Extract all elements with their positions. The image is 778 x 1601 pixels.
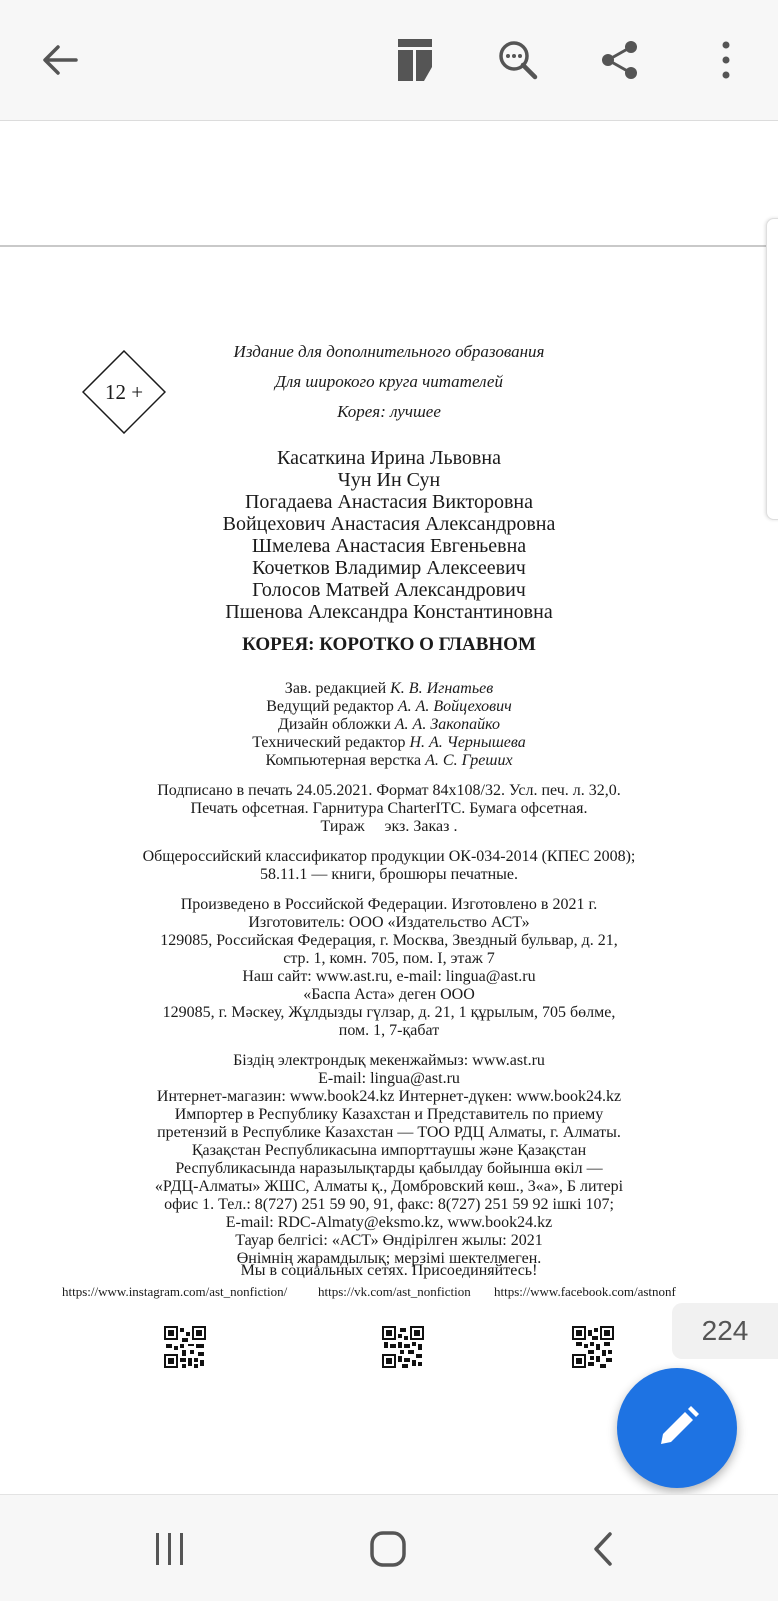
staff-credit [0,716,778,734]
qr-code-instagram-icon [164,1326,206,1368]
arrow-left-icon [38,38,82,82]
kz-info-line: Тауар белгісі: «АСТ» Өндірілген жылы: 2021 [235,1232,543,1249]
more-options-button[interactable] [696,30,756,90]
staff-credit [0,752,778,770]
staff-credit [0,698,778,716]
classifier-line: 58.11.1 — книги, брошюры печатные. [260,866,518,883]
qr-code-vk-icon [382,1326,424,1368]
qr-code-facebook-icon [572,1326,614,1368]
social-heading: Мы в социальных сетях. Присоединяйтесь! [240,1262,538,1279]
search-button[interactable] [488,30,548,90]
staff-credit [0,680,778,698]
top-app-bar [0,0,778,121]
page-layout-button[interactable] [385,30,445,90]
staff-role: Компьютерная верстка [265,752,422,769]
social-links [0,1284,695,1306]
system-back-button[interactable] [574,1521,634,1577]
staff-name: А. С. Греших [425,752,513,769]
author-line: Кочетков Владимир Алексеевич [252,557,526,579]
previous-page-tail [0,121,778,245]
author-line: Погадаева Анастасия Викторовна [244,491,534,513]
share-button[interactable] [590,30,650,90]
kz-info-line: Біздің электрондық мекенжаймыз: www.ast.ru [233,1052,545,1069]
share-icon [598,38,642,82]
staff-name: К. В. Игнатьев [390,680,494,697]
kz-info-line: Өнімнің жарамдылық; мерзімі шектелмеген. [236,1250,542,1267]
kz-info-line: E-mail: RDC-Almaty@eksmo.kz, www.book24.kz [225,1214,553,1231]
staff-role: Технический редактор [252,734,406,751]
recent-apps-icon [150,1529,190,1569]
producer-line: 129085, Российская Федерация, г. Москва, Звездный бульвар, д. 21, [160,932,618,949]
staff-role: Зав. редакцией [284,680,387,697]
home-icon [368,1529,408,1569]
kz-info-line: Импортер в Республику Казахстан и Представитель по приему [174,1106,604,1123]
kz-info-line: офис 1. Тел.: 8(727) 251 59 90, 91, факс: 8(727) 251 59 92 ішкі 107; [164,1196,614,1213]
facebook-link[interactable]: https://www.facebook.com/astnonf [494,1284,676,1299]
author-line: Касаткина Ирина Львовна [277,447,501,469]
producer-line: Наш сайт: www.ast.ru, e-mail: lingua@ast.ru [242,968,536,985]
author-line: Чун Ин Сун [337,469,441,491]
print-info-line: Тираж экз. Заказ . [320,818,458,835]
book-title: КОРЕЯ: КОРОТКО О ГЛАВНОМ [242,634,536,655]
back-button[interactable] [30,30,90,90]
producer-line: 129085, г. Мәскеу, Жұлдызды гүлзар, д. 21, 1 құрылым, 705 бөлме, [162,1004,616,1021]
edit-fab-button[interactable] [617,1368,737,1488]
kz-info-line: Интернет-магазин: www.book24.kz Интернет-дүкен: www.book24.kz [156,1088,622,1105]
kz-info-line: претензий в Республике Казахстан — ТОО РДЦ Алматы, г. Алматы. [157,1124,621,1141]
print-info-line: Подписано в печать 24.05.2021. Формат 84x108/32. Усл. печ. л. 32,0. [157,782,621,799]
author-line: Шмелева Анастасия Евгеньевна [251,535,527,557]
header-line-2: Для широкого круга читателей [275,372,503,391]
author-line: Голосов Матвей Александрович [252,579,526,601]
page-layout-icon [395,37,435,83]
kz-info-line: Қазақстан Республикасына импорттаушы және Қазақстан [191,1142,587,1159]
header-line-1: Издание для дополнительного образования [233,342,545,361]
page-divider [0,245,778,247]
producer-line: пом. 1, 7-қабат [338,1022,440,1039]
producer-line: Произведено в Российской Федерации. Изготовлено в 2021 г. [180,896,598,913]
producer-line: Изготовитель: ООО «Издательство АСТ» [248,914,530,931]
age-rating-text: 12 + [104,379,144,404]
vk-link[interactable]: https://vk.com/ast_nonfiction [318,1284,471,1299]
staff-credit [0,734,778,752]
producer-line: стр. 1, комн. 705, пом. I, этаж 7 [283,950,495,967]
search-icon [496,38,540,82]
staff-name: А. А. Закопайко [394,716,500,733]
staff-role: Ведущий редактор [266,698,394,715]
header-line-3: Корея: лучшее [337,402,441,421]
kz-info-line: E-mail: lingua@ast.ru [318,1070,460,1087]
staff-role: Дизайн обложки [278,716,391,733]
system-navigation-bar [0,1494,778,1601]
page-number-indicator: 224 [672,1303,778,1359]
kz-info-line: Республикасында наразылықтарды қабылдау бойынша өкіл — [175,1160,603,1177]
author-line: Войцехович Анастасия Александровна [222,513,556,535]
print-info-line: Печать офсетная. Гарнитура CharterITC. Бумага офсетная. [190,800,588,817]
more-vertical-icon [716,38,736,82]
instagram-link[interactable]: https://www.instagram.com/ast_nonfiction/ [62,1284,288,1299]
producer-line: «Баспа Аста» деген ООО [303,986,475,1003]
recent-apps-button[interactable] [140,1521,200,1577]
home-button[interactable] [358,1521,418,1577]
staff-name: Н. А. Чернышева [409,734,526,751]
classifier-line: Общероссийский классификатор продукции ОК-034-2014 (КПЕС 2008); [142,848,636,865]
author-line: Пшенова Александра Константиновна [225,601,553,623]
staff-name: А. А. Войцехович [397,698,512,715]
back-chevron-icon [584,1529,624,1569]
pencil-icon [651,1402,703,1454]
kz-info-line: «РДЦ-Алматы» ЖШС, Алматы қ., Домбровский көш., 3«а», Б литері [154,1178,624,1195]
